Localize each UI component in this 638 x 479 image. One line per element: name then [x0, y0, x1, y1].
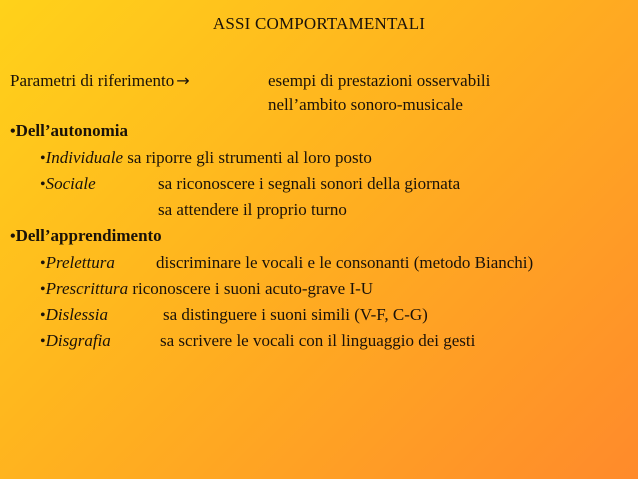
- params-desc-line2: nell’ambito sonoro-musicale: [268, 95, 463, 114]
- item-text: sa scrivere le vocali con il linguaggio dei gesti: [160, 331, 476, 350]
- list-item-prelettura: [40, 253, 115, 274]
- item-text: sa distinguere i suoni simili (V-F, C-G): [163, 305, 428, 324]
- list-item-individuale: [40, 148, 372, 169]
- bullet: •: [40, 281, 46, 298]
- bullet: •: [40, 176, 46, 193]
- params-label-row: [10, 71, 190, 91]
- bullet: •: [40, 333, 46, 350]
- bullet: •: [40, 255, 46, 272]
- heading-autonomia: [10, 121, 128, 142]
- list-item-disgrafia: [40, 331, 111, 352]
- item-term: Prescrittura: [45, 279, 129, 298]
- params-label: Parametri di riferimento: [10, 71, 175, 90]
- item-text: sa riporre gli strumenti al loro posto: [127, 148, 372, 167]
- heading-apprendimento-label: Dell’apprendimento: [15, 226, 162, 245]
- arrow-right-icon: →: [176, 71, 190, 90]
- item-term: Prelettura: [45, 253, 115, 272]
- params-desc-line1: esempi di prestazioni osservabili: [268, 71, 491, 90]
- bullet: •: [40, 307, 46, 324]
- item-term: Disgrafia: [45, 331, 111, 350]
- bullet: •: [40, 150, 46, 167]
- slide-title: ASSI COMPORTAMENTALI: [212, 14, 426, 33]
- bullet: •: [10, 123, 16, 140]
- item-text: riconoscere i suoni acuto-grave I-U: [132, 279, 374, 298]
- bullet: •: [10, 228, 16, 245]
- item-term: Dislessia: [45, 305, 108, 324]
- item-term: Individuale: [45, 148, 124, 167]
- heading-autonomia-label: Dell’autonomia: [15, 121, 128, 140]
- list-item-prescrittura: [40, 279, 373, 300]
- list-item-dislessia: [40, 305, 108, 326]
- item-term: Sociale: [45, 174, 96, 193]
- item-text-continued: sa attendere il proprio turno: [158, 200, 347, 219]
- heading-apprendimento: [10, 226, 162, 247]
- item-text: discriminare le vocali e le consonanti (metodo Bianchi): [156, 253, 534, 272]
- list-item-sociale: [40, 174, 96, 195]
- item-text: sa riconoscere i segnali sonori della giornata: [158, 174, 461, 193]
